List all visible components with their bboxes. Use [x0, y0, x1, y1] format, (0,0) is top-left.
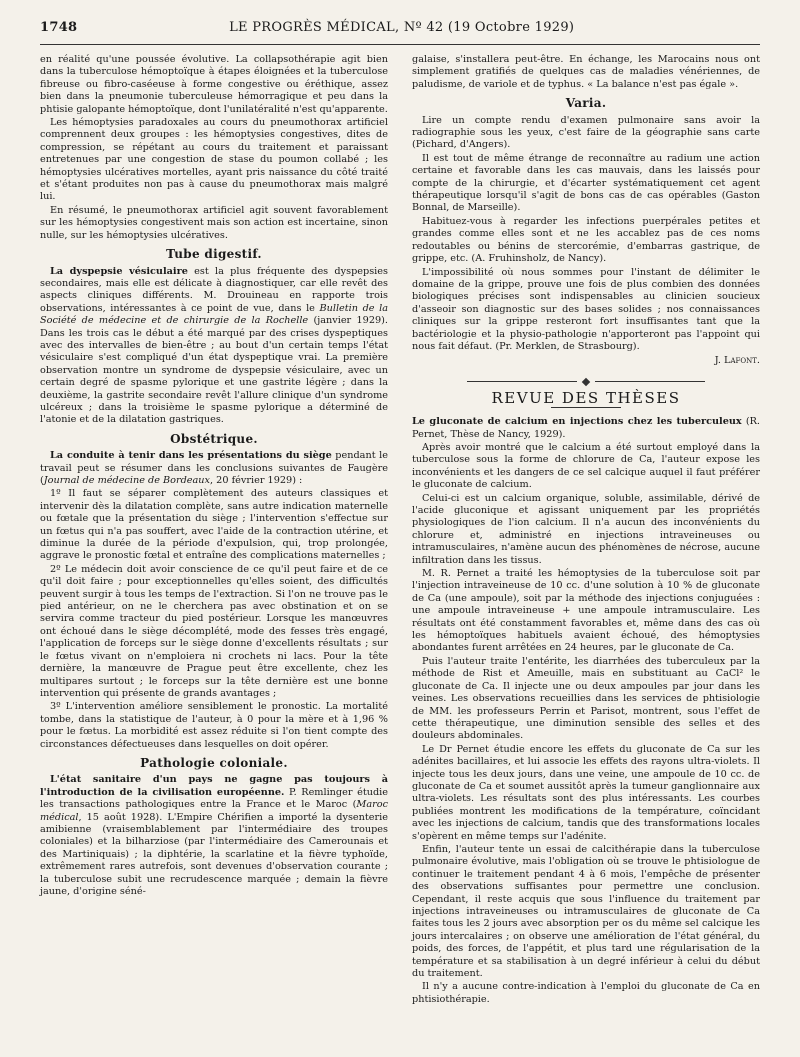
- body-text: pendant le travail peut se résumer dans les conclusions suivantes de Faugère (: [40, 450, 388, 486]
- section-heading-tube-digestif: Tube digestif.: [166, 247, 262, 262]
- body-text: (janvier 1929). Dans les trois cas le début a été marqué par des crises dyspeptiques avec des intervalles de bien-être ; au bout d'un certain temps l'état vésiculaire s'est compliqué d'un état dyspeptique vrai. La première observation montre un syndrome de dyspepsie vésiculaire, avec un certain degré de spasme pylorique et une gastrite légère ; dans la deuxième, la gastrite secondaire revêt l'allure clinique d'un syndrome ulcéreux ; dans la troisième le spasme pylorique a déterminé de l'atonie et de la dilatation gastriques.: [40, 315, 389, 426]
- paragraph: Habituez-vous à regarder les infections puerpérales petites et grandes comme elles sont et ne les accablez pas de ces noms redoutables ou bénins de stercorémie, d'embarras gastrique, de grippe, etc. (A. Fruhinsholz, de Nancy).: [412, 215, 760, 265]
- signature-text: J. Lafont.: [714, 355, 760, 367]
- signature: [412, 355, 760, 367]
- paragraph: Après avoir montré que le calcium a été surtout employé dans la tuberculose sous la forme de chlorure de Ca, l'auteur expose les inconvénients et les dangers de ce sel calcique auquel il faut préférer le gluconate de calcium.: [412, 441, 760, 491]
- body-text: , 15 août 1928). L'Empire Chérifien a importé la dysenterie amibienne (vraisemblablement par l'intermédiaire des troupes coloniales) et la bilharziose (par l'intermédiaire des Camerounais et des Martiniquais) ; la diphtérie, la scarlatine et la fièvre typhoïde, extrêmement rares autrefois, sont devenues d'observation courante ; la tuberculose subit une recrudescence marquée ; demain la fièvre jaune, d'origine séné-: [40, 811, 388, 897]
- paragraph: Le Dr Pernet étudie encore les effets du gluconate de Ca sur les adénites bacillaires, et lui associe les effets des rayons ultra-violets. Il injecte tous les deux jours, dans une veine, une ampoule de 10 cc. de gluconate de Ca et soumet aussitôt après la tumeur ganglionnaire aux ultra-violets. Les résultats sont des plus intéressants. Les courbes publiées montrent les modifications de la température, coïncidant avec les injections de calcium, tandis que des transformations locales s'opèrent en même temps sur l'adénite.: [412, 743, 760, 842]
- section-heading-obstetrique: Obstétrique.: [170, 431, 258, 446]
- ornament-divider: [412, 378, 760, 386]
- left-column: [40, 54, 388, 899]
- section-heading-varia: Varia.: [565, 96, 607, 111]
- paragraph: en réalité qu'une poussée évolutive. La collapsothérapie agit bien dans la tuberculose hémoptoïque à étapes éloignées et la tuberculose fibreuse ou fibro-caséeuse à forme congestive ou éréthique, assez bien dans la pneumonie tuberculeuse hémorragique et peu dans la phtisie galopante hémoptoïque, dont l'unilatéralité n'est qu'apparente.: [40, 54, 388, 115]
- list-item: 1º Il faut se séparer complètement des auteurs classiques et intervenir dès la dilatation complète, sans autre indication maternelle ou fœtale que la présentation du siège ; l'intervention s'effectue sur un fœtus qui n'a pas souffert, avec l'aide de la contraction utérine, et diminue la durée de la période d'expulsion, qui, trop prolongée, aggrave le pronostic fœtal et entraîne des complications maternelles ;: [40, 488, 388, 562]
- body-text: , 20 février 1929) :: [210, 475, 303, 486]
- page-header: [40, 20, 760, 42]
- citation-text: (R. Pernet, Thèse de Nancy, 1929).: [412, 416, 760, 440]
- revue-des-theses-title: REVUE DES THÈSES: [491, 388, 681, 407]
- thesis-citation: [412, 416, 760, 441]
- paragraph: L'impossibilité où nous sommes pour l'instant de délimiter le domaine de la grippe, prouve une fois de plus combien des données biologiques précises sont indispensables au clinicien soucieux d'asseoir son diagnostic sur des bases solides ; nos connaissances cliniques sur la grippe resteront fort insuffisantes tant que la bactériologie et la physio-pathologie n'apporteront pas l'appoint qui nous fait défaut. (Pr. Merklen, de Strasbourg).: [412, 266, 760, 352]
- list-item: 3º L'intervention améliore sensiblement le pronostic. La mortalité tombe, dans la statistique de l'auteur, à 0 pour la mère et à 1,96 % pour le fœtus. La morbidité est assez réduite si l'on tient compte des circonstances défectueuses dans lesquelles on doit opérer.: [40, 701, 388, 750]
- lead-text: La conduite à tenir dans les présentations du siège: [50, 450, 332, 462]
- title-rule: [551, 407, 621, 408]
- journal-citation: Maroc médical: [40, 799, 388, 823]
- paragraph: M. R. Pernet a traité les hémoptysies de la tuberculose soit par l'injection intraveineuse de 10 cc. d'une solution à 10 % de gluconate de Ca (une ampoule), soit par la méthode des injections conjuguées : une ampoule intraveineuse + une ampoule intramusculaire. Les résultats ont été constamment favorables et, même dans des cas où les hémoptoïques habituels avaient échoué, des hémoptysies abondantes furent arrêtées en 24 heures, par le gluconate de Ca.: [412, 568, 760, 654]
- paragraph: Lire un compte rendu d'examen pulmonaire sans avoir la radiographie sous les yeux, c'est faire de la géographie sans carte (Pichard, d'Angers).: [412, 114, 760, 151]
- journal-citation: Bulletin de la Société de médecine et de chirurgie de la Rochelle: [40, 302, 388, 327]
- paragraph: galaise, s'installera peut-être. En échange, les Marocains nous ont simplement gratifiés de quelques cas de maladies vénériennes, de paludisme, de variole et de typhus. « La balance n'est pas égale ».: [412, 54, 760, 90]
- body-text: P. Remlinger étudie les transactions pathologiques entre la France et le Maroc (: [40, 786, 388, 811]
- body-text: est la plus fréquente des dyspepsies secondaires, mais elle est délicate à diagnostiquer, car elle revêt des aspects cliniques différents. M. Drouineau en rapporte trois observations, intéressantes à ce point de vue, dans le: [40, 265, 388, 314]
- page-number: 1748: [40, 20, 78, 35]
- paragraph-etat-sanitaire: [40, 774, 388, 898]
- paragraph-siege: [40, 450, 388, 487]
- right-column: [412, 54, 760, 1007]
- paragraph: Puis l'auteur traite l'entérite, les diarrhées des tuberculeux par la méthode de Rist et Ameuille, mais en substituant au CaCl² le gluconate de Ca. Il injecte une ou deux ampoules par jour dans les veines. Les observations recueillies dans les services de phtisiologie de MM. les professeurs Perrin et Parisot, montrent, sous l'effet de cette thérapeutique, une diminution sensible des selles et des douleurs abdominales.: [412, 655, 760, 742]
- header-rule: [40, 44, 760, 45]
- paragraph: Il n'y a aucune contre-indication à l'emploi du gluconate de Ca en phtisiothérapie.: [412, 981, 760, 1005]
- lead-text: L'état sanitaire d'un pays ne gagne pas toujours à l'introduction de la civilisation européenne.: [40, 774, 388, 798]
- paragraph: Celui-ci est un calcium organique, soluble, assimilable, dérivé de l'acide gluconique et agissant uniquement par les propriétés physiologiques de l'ion calcium. Il n'a aucun des inconvénients du chlorure et, administré en injections intraveineuses ou intramusculaires, n'amène aucun des phénomènes de nécrose, aucune infiltration dans les tissus.: [412, 492, 760, 566]
- journal-title: LE PROGRÈS MÉDICAL, Nº 42 (19 Octobre 1929): [229, 20, 575, 35]
- paragraph: Enfin, l'auteur tente un essai de calcithérapie dans la tuberculose pulmonaire évolutive, mais l'obligation où se trouve le phtisiologue de continuer le traitement pendant 4 à 6 mois, l'empêche de présenter des observations suffisantes pour permettre une conclusion. Cependant, il reste acquis que sous l'influence du traitement par injections intraveineuses ou intramusculaires de gluconate de Ca faites tous les 2 jours avec absorption per os du même sel calcique les jours intercalaires ; on observe une amélioration de l'état général, du poids, des forces, de l'appétit, et plus tard une régularisation de la température et sa stabilisation à un degré inférieur à celui du début du traitement.: [412, 843, 760, 980]
- section-heading-pathologie-coloniale: Pathologie coloniale.: [140, 755, 288, 770]
- lead-text: La dyspepsie vésiculaire: [50, 265, 188, 277]
- paragraph: Les hémoptysies paradoxales au cours du pneumothorax artificiel comprennent deux groupes : les hémoptysies congestives, dites de compression, se répétant au cours du traitement et paraissant entretenues par une congestion de stase du poumon collabé ; les hémoptysies ulcératives mortelles, ayant pris naissance du côté traité et s'étant produites non pas à cause du pneumothorax mais malgré lui.: [40, 117, 388, 203]
- paragraph-dyspepsie: [40, 266, 388, 427]
- lead-text: Le gluconate de calcium en injections chez les tuberculeux: [412, 416, 742, 428]
- paragraph: En résumé, le pneumothorax artificiel agit souvent favorablement sur les hémoptysies congestivent mais son action est incertaine, sinon nulle, sur les hémoptysies ulcératives.: [40, 204, 388, 241]
- list-item: 2º Le médecin doit avoir conscience de ce qu'il peut faire et de ce qu'il doit faire ; pour exceptionnelles qu'elles soient, des difficultés peuvent surgir à tous les temps de l'extraction. Si l'on ne trouve pas le pied antérieur, on ne le cherchera pas avec obstination et on se servira comme tracteur du pied postérieur. Lorsque les manœuvres ont échoué dans le siège décomplété, mode des fesses très engagé, l'application de forceps sur le siège donne d'excellents résultats ; sur le fœtus vivant on n'emploiera ni crochets ni lacs. Pour la tête dernière, la manœuvre de Prague peut être excellente, chez les multipares surtout ; le forceps sur la tête dernière est une bonne intervention qui présente de grands avantages ;: [40, 563, 388, 699]
- paragraph: Il est tout de même étrange de reconnaître au radium une action certaine et favorable dans les cas mauvais, dans les laissés pour compte de la chirurgie, et d'écarter systématiquement cet agent thérapeutique lorsqu'il s'agit de bons cas de cas opérables (Gaston Bonnal, de Marseille).: [412, 152, 760, 214]
- journal-citation: Journal de médecine de Bordeaux: [43, 475, 211, 486]
